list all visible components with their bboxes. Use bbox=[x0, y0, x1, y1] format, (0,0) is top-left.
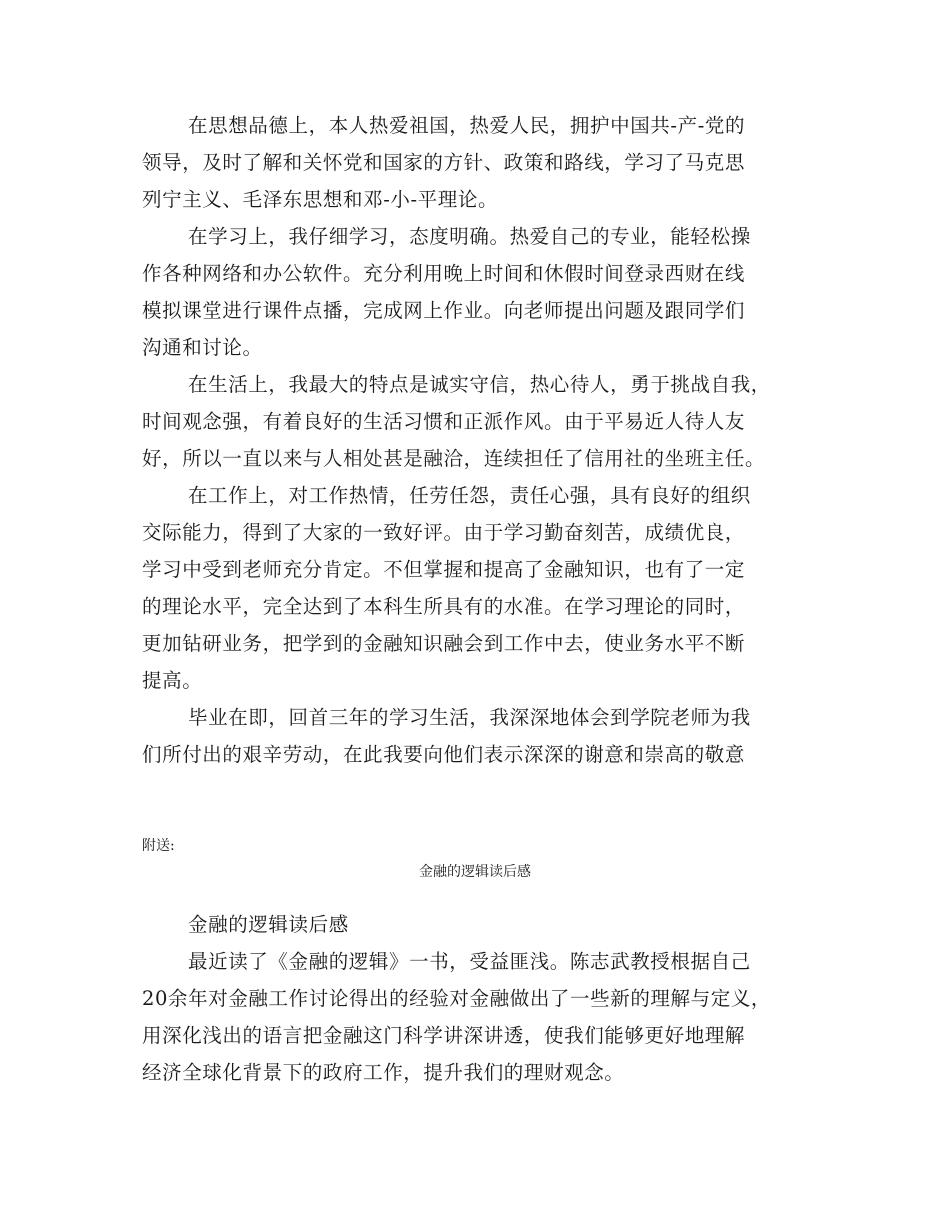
appendix-title: 金融的逻辑读后感 bbox=[419, 864, 531, 880]
text-line: 学习中受到老师充分肯定。不但掌握和提高了金融知识，也有了一定 bbox=[142, 558, 746, 581]
text-line: 沟通和讨论。 bbox=[142, 336, 263, 359]
text-line: 的理论水平，完全达到了本科生所具有的水准。在学习理论的同时， bbox=[142, 595, 746, 618]
text-line: 最近读了《金融的逻辑》一书，受益匪浅。陈志武教授根据自己 bbox=[188, 950, 751, 973]
text-line: 毕业在即，回首三年的学习生活，我深深地体会到学院老师为我 bbox=[188, 706, 751, 729]
text-line: 们所付出的艰辛劳动，在此我要向他们表示深深的谢意和崇高的敬意 bbox=[142, 743, 746, 766]
text-line: 经济全球化背景下的政府工作，提升我们的理财观念。 bbox=[142, 1061, 625, 1084]
text-line: 20余年对金融工作讨论得出的经验对金融做出了一些新的理解与定义， bbox=[142, 987, 772, 1010]
text-line: 模拟课堂进行课件点播，完成网上作业。向老师提出问题及跟同学们 bbox=[142, 299, 746, 322]
text-line: 时间观念强，有着良好的生活习惯和正派作风。由于平易近人待人友 bbox=[142, 410, 746, 433]
text-line: 更加钻研业务，把学到的金融知识融会到工作中去，使业务水平不断 bbox=[142, 632, 746, 655]
text-line: 在学习上，我仔细学习，态度明确。热爱自己的专业，能轻松操 bbox=[188, 225, 751, 248]
text-line: 提高。 bbox=[142, 669, 203, 692]
text-line: 交际能力，得到了大家的一致好评。由于学习勤奋刻苦，成绩优良， bbox=[142, 521, 746, 544]
text-line: 好，所以一直以来与人相处甚是融洽，连续担任了信用社的坐班主任。 bbox=[142, 447, 766, 470]
text-line: 在思想品德上，本人热爱祖国，热爱人民，拥护中国共-产-党的 bbox=[188, 114, 746, 137]
appendix-heading: 金融的逻辑读后感 bbox=[188, 913, 349, 936]
appendix-label: 附送: bbox=[142, 838, 175, 854]
text-line: 领导，及时了解和关怀党和国家的方针、政策和路线，学习了马克思 bbox=[142, 151, 746, 174]
text-line: 在工作上，对工作热情，任劳任怨，责任心强，具有良好的组织 bbox=[188, 484, 751, 507]
text-line: 列宁主义、毛泽东思想和邓-小-平理论。 bbox=[142, 188, 499, 211]
text-line: 在生活上，我最大的特点是诚实守信，热心待人，勇于挑战自我， bbox=[188, 373, 771, 396]
text-line: 用深化浅出的语言把金融这门科学讲深讲透，使我们能够更好地理解 bbox=[142, 1024, 746, 1047]
text-line: 作各种网络和办公软件。充分利用晚上时间和休假时间登录西财在线 bbox=[142, 262, 746, 285]
